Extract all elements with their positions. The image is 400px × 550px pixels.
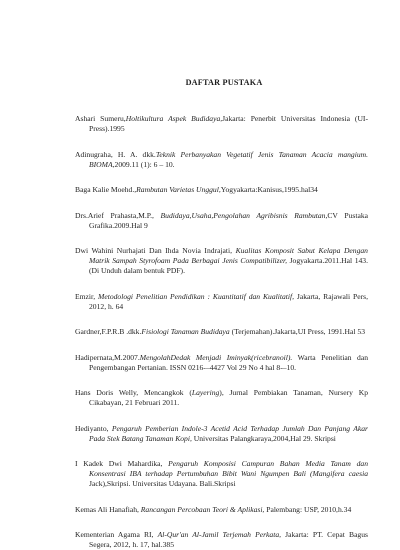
reference-text: Jakarta: Penerbit Universitas Indonesia (UI-Press).1995 bbox=[89, 114, 368, 133]
reference-entry bbox=[75, 424, 368, 444]
reference-text: 2009.11 (1): 6 – 10. bbox=[114, 159, 175, 169]
reference-italic-title: Metodologi Penelitian Pendidikan : Kuantitatif dan Kualitatif, bbox=[98, 291, 294, 301]
reference-text: Gardner,F.P.R.B .dkk. bbox=[75, 327, 142, 336]
reference-italic-title: Al-Qur'an Al-Jamil Terjemah Perkata, bbox=[157, 530, 282, 539]
reference-text: Jakarta: PT. Cepat Bagus Segera, 2012, h. 17, hal.385 bbox=[89, 530, 368, 549]
reference-text: Adinugraha, H. A. dkk. bbox=[75, 149, 156, 159]
reference-text: Kementerian Agama RI, bbox=[75, 530, 158, 539]
reference-text: Yogyakarta:Kanisus,1995.hal34 bbox=[220, 185, 318, 194]
reference-italic-title: Pengaruh Pemberian Indole-3 Acetid Acid Terhadap Jumlah Dan Panjang Akar Pada Stek Batang Tanaman Kopi, bbox=[89, 423, 368, 443]
reference-text: Jakarta, Rajawali Pers, 2012, h. 64 bbox=[89, 291, 368, 311]
reference-italic-title: Holtikultura Aspek Budidaya, bbox=[125, 114, 223, 123]
reference-text: Hediyanto, bbox=[75, 423, 112, 433]
reference-text: Universitas Palangkaraya,2004,Hal 29. Skripsi bbox=[191, 433, 336, 443]
reference-entry bbox=[75, 150, 368, 170]
reference-text: Ashari Sumeru, bbox=[75, 114, 126, 123]
reference-text: (Terjemahan).Jakarta,UI Press, 1991.Hal 53 bbox=[229, 327, 365, 336]
reference-text: ), Jurnal Pembiakan Tanaman, Nursery Kp Cikabayan, 21 Februari 2011. bbox=[89, 388, 368, 407]
reference-entry bbox=[75, 114, 368, 134]
reference-entry bbox=[75, 292, 368, 312]
reference-entry bbox=[75, 327, 368, 337]
reference-entry bbox=[75, 459, 368, 489]
reference-entry bbox=[75, 185, 368, 195]
reference-italic-title: Layering bbox=[191, 388, 220, 397]
reference-entry bbox=[75, 388, 368, 408]
reference-entry bbox=[75, 211, 368, 231]
reference-italic-title: Fisiologi Tanaman Budidaya bbox=[141, 327, 230, 336]
reference-text: Emzir, bbox=[75, 291, 99, 301]
reference-text: Hans Doris Welly, Mencangkok ( bbox=[75, 388, 192, 397]
reference-text: Drs.Arief Prahasta,M.P., bbox=[75, 210, 161, 220]
reference-text: Jack),Skripsi. Universitas Udayana. Bali.Skripsi bbox=[89, 479, 236, 488]
reference-text: I Kadek Dwi Mahardika, bbox=[75, 459, 169, 468]
reference-text: CV Pustaka Grafika.2009.Hal 9 bbox=[89, 210, 368, 230]
reference-italic-title: Kualitas Komposit Sabut Kelapa Dengan Matrik Sampah Styrofoam Pada Berbagai Jenis Compatibilizer, bbox=[89, 246, 368, 265]
reference-italic-title: Budidaya,Usaha,Pengolahan Agribisnis Rambutan, bbox=[160, 210, 328, 220]
reference-entry bbox=[75, 505, 368, 515]
reference-text: Baga Kalie Moehd., bbox=[75, 185, 137, 194]
reference-italic-title: Rancangan Percobaan Teori & Aplikasi, bbox=[140, 504, 265, 514]
reference-italic-title: Rambutan Varietas Unggul, bbox=[136, 185, 221, 194]
reference-text: Dwi Wahini Nurhajati Dan Ihda Novia Indrajati, bbox=[75, 246, 236, 255]
reference-text: Palembang: USP, 2010,h.34 bbox=[264, 504, 352, 514]
page-title: DAFTAR PUSTAKA bbox=[185, 78, 263, 87]
reference-text: Jogyakarta.2011.Hal 143.(Di Unduh dalam bentuk PDF). bbox=[89, 256, 368, 275]
reference-entry bbox=[75, 353, 368, 373]
reference-entry bbox=[75, 246, 368, 276]
reference-text: Warta Penelitian dan Pengembangan Pertanian. ISSN 0216-–4427 Vol 29 No 4 hal 8-–10. bbox=[89, 352, 368, 372]
reference-italic-title: Pengaruh Komposisi Campuran Bahan Media Tanam dan Konsentrasi IBA terhadap Pertumbuhan Bibit Wani Ngumpen Bali (Mangifera caesia bbox=[89, 459, 368, 478]
reference-entry bbox=[75, 530, 368, 550]
reference-text: Hadipernata,M.2007. bbox=[75, 352, 140, 362]
reference-italic-title: MengolahDedak Menjadi Iminyak(ricebranoil). bbox=[139, 352, 293, 362]
reference-text: Kemas Ali Hanafiah, bbox=[75, 504, 141, 514]
reference-italic-title: Teknik Perbanyakan Vegetatif Jenis Tanaman Acacia mangium. BIOMA, bbox=[89, 149, 369, 169]
